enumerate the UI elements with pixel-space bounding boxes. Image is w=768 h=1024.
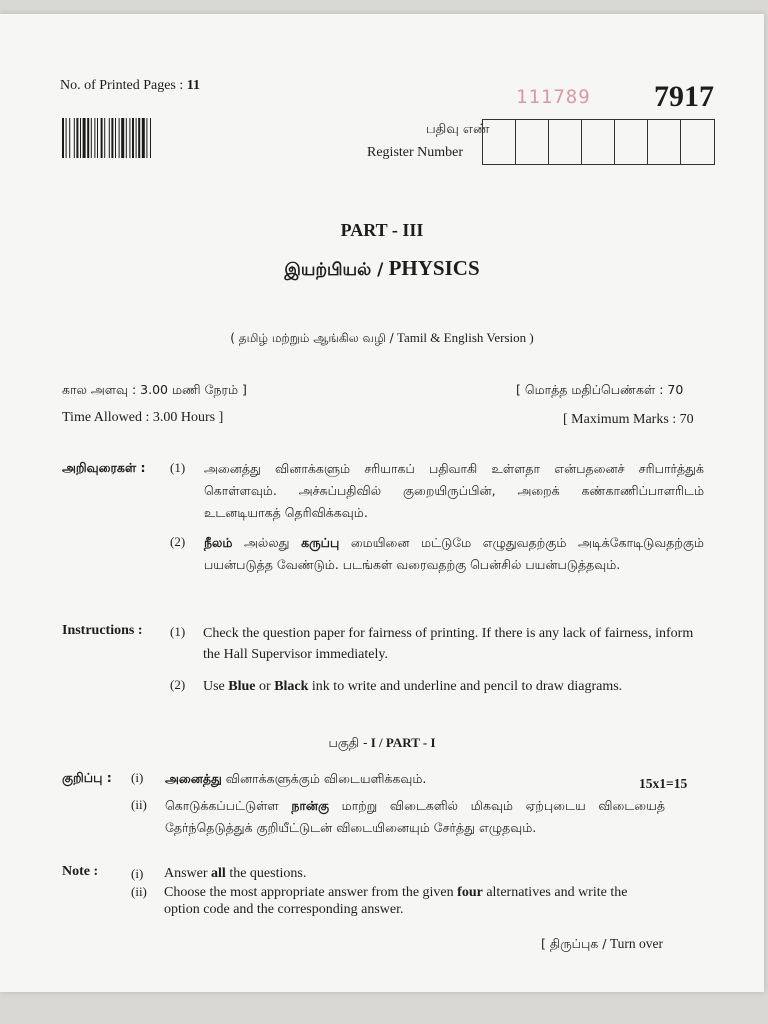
register-digit-box[interactable] [615, 120, 648, 164]
version-line [0, 330, 764, 347]
barcode-image [62, 118, 186, 158]
subject-title [0, 256, 764, 282]
four-word-ta: நான்கு [291, 798, 330, 813]
instruction-en-2 [203, 676, 708, 697]
blue-word-ta: நீலம் [204, 535, 233, 550]
part-title: PART - III [340, 220, 424, 240]
instruction-ta-number: (2) [170, 534, 186, 549]
turn-over-note [541, 936, 663, 953]
note-ta-2-text: மாற்று விடைகளில் மிகவும் ஏற்புடைய விடையைத் தேர்ந்தெடுத்துக் குறியீட்டுடன் விடையினையும் சேர்த்து எழுதவும். [165, 798, 665, 835]
version-en: Tamil & English Version ) [396, 330, 534, 345]
instructions-ta-heading: அறிவுரைகள் : [62, 460, 146, 475]
note-ta-number: (ii) [131, 797, 147, 812]
register-digit-box[interactable] [516, 120, 549, 164]
register-digit-box[interactable] [681, 120, 714, 164]
turn-over-ta: [ திருப்புக / [541, 936, 607, 951]
instruction-en-1: Check the question paper for fairness of printing. If there is any lack of fairness, inform the Hall Supervisor immediately. [203, 626, 694, 662]
note-en-1 [164, 865, 669, 883]
blue-word: Blue [228, 679, 256, 694]
instruction-en-2-pre: Use [203, 679, 229, 694]
time-allowed-ta: கால அளவு : 3.00 மணி நேரம் ] [62, 382, 247, 397]
note-en-number: (ii) [131, 884, 147, 899]
instruction-ta-number: (1) [170, 460, 186, 475]
subject-title-ta: இயற்பியல் / [284, 260, 384, 280]
register-label-ta: பதிவு எண் [426, 122, 490, 137]
printed-pages-line [60, 78, 200, 94]
subject-title-en: PHYSICS [388, 256, 480, 280]
serial-number: 111789 [516, 86, 591, 108]
black-word-ta: கருப்பு [301, 535, 340, 550]
part1-heading [0, 735, 764, 752]
part1-heading-en: I / PART - I [370, 735, 436, 750]
note-en-1-text: the questions. [225, 866, 307, 881]
black-word: Black [274, 679, 309, 694]
printed-pages-label: No. of Printed Pages : [60, 78, 184, 93]
register-digit-box[interactable] [549, 120, 582, 164]
instruction-ta-2-text: மையினை மட்டுமே எழுதுவதற்கும் அடிக்கோடிடுவதற்கும் பயன்படுத்த வேண்டும். படங்கள் வரைவதற்கு பென்சில் பயன்படுத்தவும். [204, 535, 704, 572]
instruction-en-number: (1) [170, 624, 186, 639]
turn-over-en: Turn over [609, 936, 663, 951]
note-ta-2 [165, 795, 665, 839]
note-en-1-pre: Answer [164, 866, 212, 881]
four-word: four [457, 885, 483, 900]
version-ta: ( தமிழ் மற்றும் ஆங்கில வழி / [230, 331, 394, 345]
note-ta-1 [165, 768, 495, 790]
instruction-ta-1: அனைத்து வினாக்களும் சரியாகப் பதிவாகி உள்ளதா என்பதனைச் சரிபார்த்துக் கொள்ளவும். அச்சுப்பதிவில் குறையிருப்பின், அறைக் கண்காணிப்பாளரிடம் உடனடியாகத் தெரிவிக்கவும். [204, 461, 704, 520]
note-en-label: Note : [62, 864, 99, 879]
instruction-en-2-post: ink to write and underline and pencil to draw diagrams. [308, 679, 623, 694]
marks-formula: 15x1=15 [639, 776, 688, 791]
max-marks-ta: [ மொத்த மதிப்பெண்கள் : 70 [516, 382, 684, 397]
all-word: all [211, 866, 226, 881]
note-ta-1-text: வினாக்களுக்கும் விடையளிக்கவும். [221, 771, 427, 786]
note-en-number: (i) [131, 866, 144, 881]
instructions-en-heading: Instructions : [62, 623, 143, 638]
note-ta-label: குறிப்பு : [62, 770, 112, 785]
register-label-en: Register Number [367, 145, 464, 160]
paper-code: 7917 [654, 80, 714, 113]
register-digit-box[interactable] [483, 120, 516, 164]
register-digit-box[interactable] [648, 120, 681, 164]
register-digit-box[interactable] [582, 120, 615, 164]
max-marks-en: [ Maximum Marks : 70 [563, 412, 694, 427]
or-word: or [255, 679, 275, 694]
note-en-2-text: alternatives and write the option code and the corresponding answer. [164, 885, 628, 917]
register-number-boxes[interactable] [482, 119, 715, 165]
note-ta-2-pre: கொடுக்கப்பட்டுள்ள [165, 798, 292, 813]
part1-heading-ta: பகுதி - [328, 735, 368, 750]
printed-pages-value: 11 [186, 78, 200, 93]
all-word-ta: அனைத்து [165, 771, 222, 786]
instruction-ta-2 [204, 532, 704, 576]
note-en-2 [164, 884, 659, 918]
time-allowed-en: Time Allowed : 3.00 Hours ] [62, 410, 224, 425]
note-en-2-pre: Choose the most appropriate answer from the given [164, 885, 458, 900]
instruction-en-number: (2) [170, 677, 186, 692]
or-word-ta: அல்லது [232, 535, 302, 550]
note-ta-number: (i) [131, 770, 144, 785]
